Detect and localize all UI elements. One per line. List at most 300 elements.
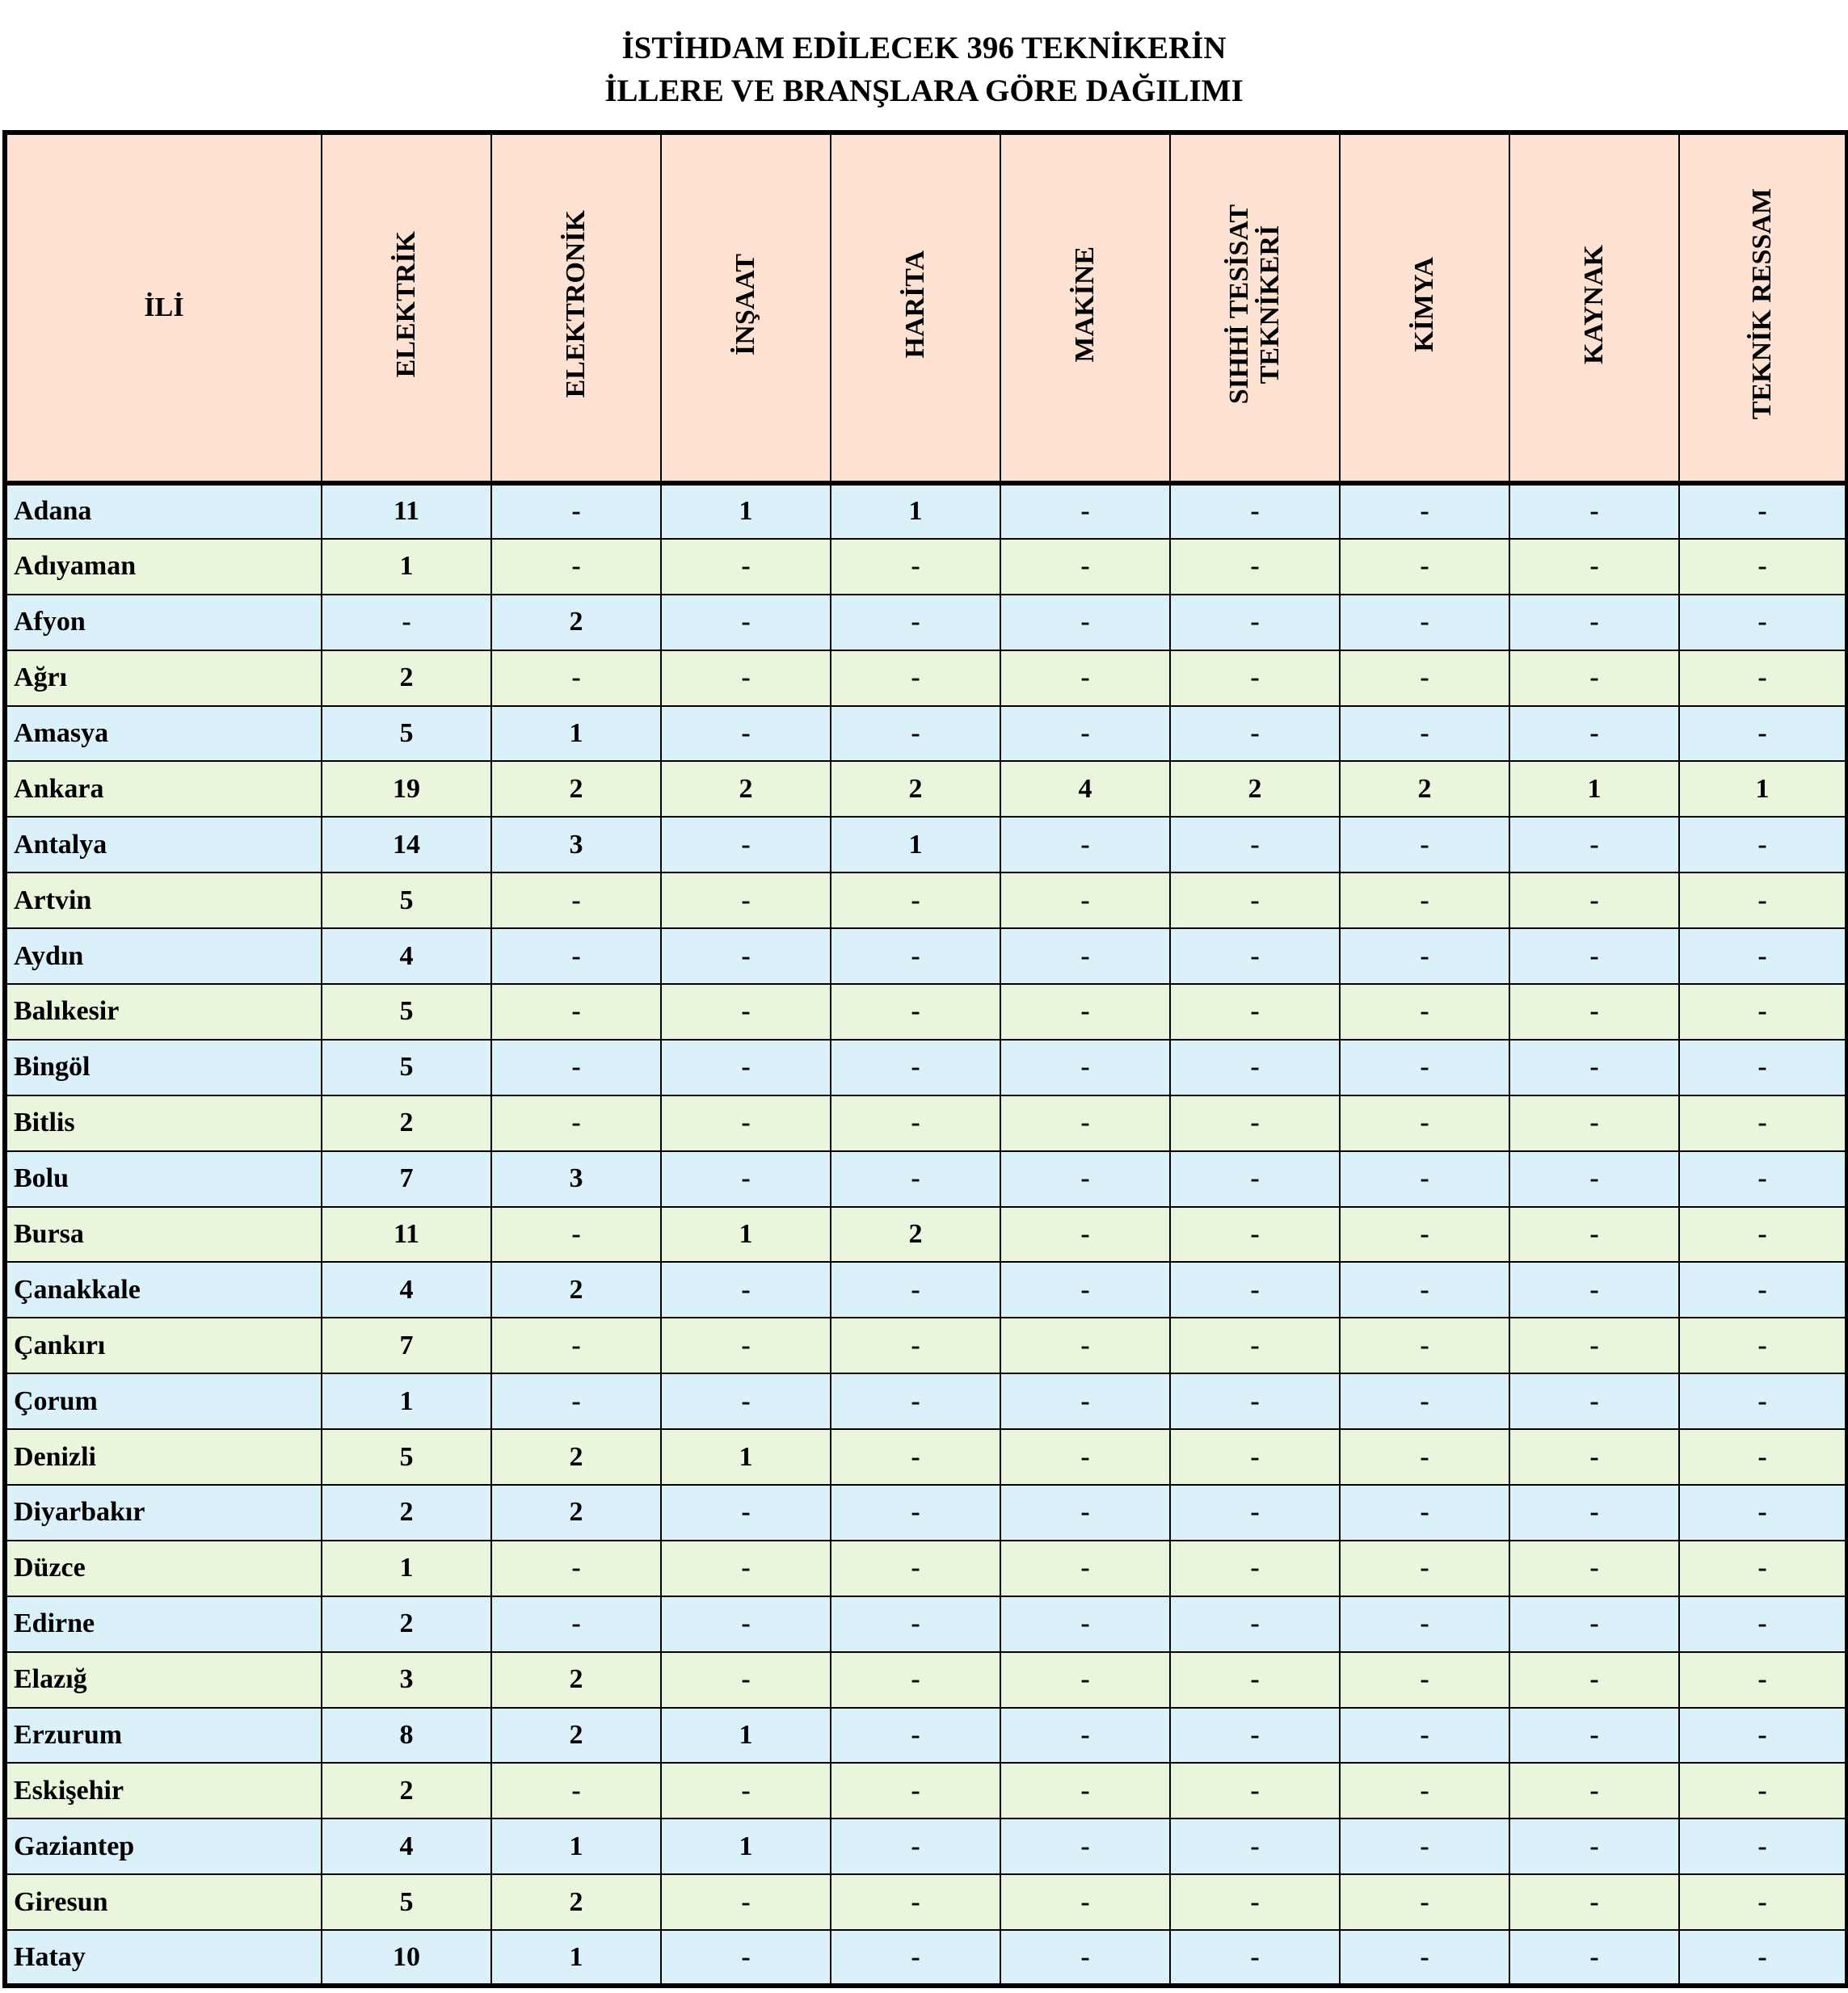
cell-elektrik: 11 [322, 1207, 491, 1263]
cell-insaat: - [661, 1095, 831, 1151]
cell-makine: - [1000, 1262, 1170, 1318]
cell-kimya: - [1340, 539, 1509, 595]
table-row [5, 1095, 1847, 1151]
cell-elektrik: 5 [322, 1040, 491, 1095]
cell-elektronik: - [491, 1095, 661, 1151]
table-row [5, 872, 1847, 928]
cell-kimya: 2 [1340, 761, 1509, 817]
cell-kimya: - [1340, 1318, 1509, 1373]
cell-kaynak: - [1509, 1373, 1679, 1429]
header-kimya: KİMYA [1340, 132, 1509, 483]
cell-makine: - [1000, 1652, 1170, 1708]
cell-insaat: - [661, 595, 831, 650]
province-name-cell: Düzce [5, 1541, 322, 1596]
cell-harita: 1 [831, 817, 1000, 872]
cell-makine: - [1000, 1373, 1170, 1429]
cell-insaat: 1 [661, 1429, 831, 1485]
province-name-cell: Bingöl [5, 1040, 322, 1095]
cell-kaynak: - [1509, 1874, 1679, 1930]
cell-elektrik: 4 [322, 928, 491, 984]
table-row [5, 1429, 1847, 1485]
cell-elektronik: 3 [491, 1151, 661, 1207]
cell-sihhi-tesisat: - [1170, 1930, 1340, 1986]
cell-harita: - [831, 1040, 1000, 1095]
cell-makine: - [1000, 1095, 1170, 1151]
cell-kaynak: - [1509, 1040, 1679, 1095]
cell-kaynak: - [1509, 1095, 1679, 1151]
cell-elektrik: 3 [322, 1652, 491, 1708]
province-name-cell: Artvin [5, 872, 322, 928]
cell-sihhi-tesisat: - [1170, 1596, 1340, 1652]
header-elektrik: ELEKTRİK [322, 132, 491, 483]
cell-teknik-ressam: - [1679, 706, 1847, 762]
table-row [5, 1262, 1847, 1318]
cell-elektronik: 1 [491, 1930, 661, 1986]
cell-sihhi-tesisat: - [1170, 650, 1340, 706]
table-row [5, 706, 1847, 762]
cell-sihhi-tesisat: - [1170, 539, 1340, 595]
cell-insaat: - [661, 1652, 831, 1708]
cell-teknik-ressam: - [1679, 1262, 1847, 1318]
cell-insaat: - [661, 984, 831, 1040]
province-name-cell: Ağrı [5, 650, 322, 706]
cell-elektronik: 2 [491, 1652, 661, 1708]
cell-harita: 2 [831, 1207, 1000, 1263]
cell-makine: - [1000, 1429, 1170, 1485]
table-row [5, 539, 1847, 595]
cell-harita: - [831, 1262, 1000, 1318]
cell-kimya: - [1340, 1541, 1509, 1596]
cell-kaynak: - [1509, 1318, 1679, 1373]
cell-elektronik: - [491, 539, 661, 595]
province-name-cell: Hatay [5, 1930, 322, 1986]
cell-makine: - [1000, 1151, 1170, 1207]
cell-kimya: - [1340, 706, 1509, 762]
cell-teknik-ressam: - [1679, 817, 1847, 872]
cell-insaat: 1 [661, 483, 831, 539]
cell-kimya: - [1340, 1763, 1509, 1819]
province-name-cell: Ankara [5, 761, 322, 817]
cell-harita: - [831, 539, 1000, 595]
cell-kaynak: - [1509, 1930, 1679, 1986]
cell-makine: - [1000, 872, 1170, 928]
cell-sihhi-tesisat: - [1170, 483, 1340, 539]
province-name-cell: Çankırı [5, 1318, 322, 1373]
province-name-cell: Bitlis [5, 1095, 322, 1151]
cell-sihhi-tesisat: - [1170, 1541, 1340, 1596]
cell-elektronik: 2 [491, 595, 661, 650]
cell-elektrik: 14 [322, 817, 491, 872]
cell-kimya: - [1340, 1373, 1509, 1429]
cell-makine: - [1000, 1763, 1170, 1819]
cell-elektronik: - [491, 483, 661, 539]
cell-elektrik: 10 [322, 1930, 491, 1986]
cell-sihhi-tesisat: - [1170, 1429, 1340, 1485]
province-name-cell: Giresun [5, 1874, 322, 1930]
cell-elektronik: 2 [491, 1485, 661, 1541]
cell-elektronik: - [491, 984, 661, 1040]
cell-harita: - [831, 1541, 1000, 1596]
cell-makine: - [1000, 1596, 1170, 1652]
cell-elektrik: 4 [322, 1262, 491, 1318]
cell-insaat: - [661, 1151, 831, 1207]
cell-kaynak: - [1509, 984, 1679, 1040]
cell-kaynak: - [1509, 1708, 1679, 1764]
table-row [5, 595, 1847, 650]
cell-harita: - [831, 872, 1000, 928]
cell-harita: - [831, 1708, 1000, 1764]
cell-teknik-ressam: - [1679, 1318, 1847, 1373]
cell-teknik-ressam: - [1679, 984, 1847, 1040]
cell-elektrik: 7 [322, 1318, 491, 1373]
cell-kimya: - [1340, 1040, 1509, 1095]
cell-elektronik: 3 [491, 817, 661, 872]
cell-makine: 4 [1000, 761, 1170, 817]
cell-makine: - [1000, 1485, 1170, 1541]
cell-sihhi-tesisat: - [1170, 1040, 1340, 1095]
province-name-cell: Amasya [5, 706, 322, 762]
cell-teknik-ressam: - [1679, 483, 1847, 539]
province-name-cell: Balıkesir [5, 984, 322, 1040]
cell-teknik-ressam: - [1679, 1596, 1847, 1652]
cell-insaat: - [661, 1541, 831, 1596]
cell-insaat: 2 [661, 761, 831, 817]
cell-harita: - [831, 1485, 1000, 1541]
cell-insaat: - [661, 928, 831, 984]
cell-makine: - [1000, 539, 1170, 595]
province-name-cell: Antalya [5, 817, 322, 872]
cell-elektronik: - [491, 1541, 661, 1596]
cell-kimya: - [1340, 1819, 1509, 1874]
cell-sihhi-tesisat: - [1170, 1652, 1340, 1708]
table-row [5, 1485, 1847, 1541]
cell-makine: - [1000, 1318, 1170, 1373]
province-name-cell: Elazığ [5, 1652, 322, 1708]
province-name-cell: Çorum [5, 1373, 322, 1429]
cell-kimya: - [1340, 1207, 1509, 1263]
cell-elektronik: 2 [491, 1708, 661, 1764]
cell-elektrik: 19 [322, 761, 491, 817]
cell-sihhi-tesisat: - [1170, 1763, 1340, 1819]
cell-teknik-ressam: - [1679, 1207, 1847, 1263]
cell-insaat: 1 [661, 1207, 831, 1263]
province-name-cell: Eskişehir [5, 1763, 322, 1819]
table-body [5, 483, 1847, 1986]
cell-makine: - [1000, 984, 1170, 1040]
cell-sihhi-tesisat: - [1170, 1095, 1340, 1151]
cell-makine: - [1000, 650, 1170, 706]
table-row [5, 1207, 1847, 1263]
province-name-cell: Aydın [5, 928, 322, 984]
cell-makine: - [1000, 928, 1170, 984]
cell-elektronik: - [491, 928, 661, 984]
table-row [5, 1708, 1847, 1764]
cell-kaynak: - [1509, 706, 1679, 762]
cell-kimya: - [1340, 1429, 1509, 1485]
cell-kaynak: - [1509, 1262, 1679, 1318]
cell-elektronik: - [491, 1207, 661, 1263]
cell-makine: - [1000, 483, 1170, 539]
cell-harita: - [831, 595, 1000, 650]
cell-insaat: - [661, 1373, 831, 1429]
province-name-cell: Adana [5, 483, 322, 539]
cell-insaat: - [661, 650, 831, 706]
header-harita: HARİTA [831, 132, 1000, 483]
cell-harita: - [831, 1318, 1000, 1373]
cell-sihhi-tesisat: - [1170, 817, 1340, 872]
cell-kimya: - [1340, 1708, 1509, 1764]
header-sihhi-tesisat: SIHHİ TESİSAT TEKNİKERİ [1170, 132, 1340, 483]
cell-kimya: - [1340, 483, 1509, 539]
cell-makine: - [1000, 1708, 1170, 1764]
cell-elektrik: 5 [322, 706, 491, 762]
cell-elektronik: 2 [491, 761, 661, 817]
table-row [5, 1763, 1847, 1819]
header-row [5, 132, 1847, 483]
cell-kimya: - [1340, 1485, 1509, 1541]
cell-makine: - [1000, 1541, 1170, 1596]
table-row [5, 1930, 1847, 1986]
cell-sihhi-tesisat: - [1170, 1151, 1340, 1207]
table-row [5, 1596, 1847, 1652]
cell-elektronik: - [491, 650, 661, 706]
cell-kimya: - [1340, 872, 1509, 928]
cell-elektronik: - [491, 1373, 661, 1429]
table-row [5, 1318, 1847, 1373]
cell-makine: - [1000, 817, 1170, 872]
cell-teknik-ressam: - [1679, 872, 1847, 928]
cell-harita: - [831, 1763, 1000, 1819]
cell-elektronik: - [491, 1318, 661, 1373]
cell-kaynak: - [1509, 539, 1679, 595]
cell-teknik-ressam: - [1679, 1874, 1847, 1930]
cell-kimya: - [1340, 1151, 1509, 1207]
cell-kaynak: - [1509, 1541, 1679, 1596]
province-name-cell: Afyon [5, 595, 322, 650]
cell-teknik-ressam: - [1679, 1652, 1847, 1708]
cell-insaat: - [661, 817, 831, 872]
cell-kaynak: - [1509, 483, 1679, 539]
cell-sihhi-tesisat: - [1170, 1207, 1340, 1263]
cell-teknik-ressam: - [1679, 1095, 1847, 1151]
cell-harita: - [831, 928, 1000, 984]
cell-makine: - [1000, 706, 1170, 762]
cell-harita: - [831, 1874, 1000, 1930]
cell-insaat: - [661, 1485, 831, 1541]
cell-makine: - [1000, 1819, 1170, 1874]
cell-insaat: - [661, 1874, 831, 1930]
cell-kimya: - [1340, 1652, 1509, 1708]
province-name-cell: Bursa [5, 1207, 322, 1263]
province-name-cell: Gaziantep [5, 1819, 322, 1874]
cell-insaat: - [661, 706, 831, 762]
cell-kaynak: - [1509, 1485, 1679, 1541]
header-makine: MAKİNE [1000, 132, 1170, 483]
cell-kimya: - [1340, 984, 1509, 1040]
table-row [5, 1541, 1847, 1596]
distribution-table [2, 130, 1848, 1988]
cell-insaat: - [661, 1596, 831, 1652]
table-row [5, 1652, 1847, 1708]
cell-elektronik: - [491, 1763, 661, 1819]
cell-elektrik: 5 [322, 1874, 491, 1930]
table-row [5, 1040, 1847, 1095]
cell-sihhi-tesisat: - [1170, 595, 1340, 650]
cell-harita: - [831, 1596, 1000, 1652]
province-name-cell: Denizli [5, 1429, 322, 1485]
cell-sihhi-tesisat: - [1170, 1318, 1340, 1373]
cell-sihhi-tesisat: - [1170, 928, 1340, 984]
cell-kimya: - [1340, 595, 1509, 650]
document-title-line-1: İSTİHDAM EDİLECEK 396 TEKNİKERİN [621, 31, 1227, 65]
document-title-line-2: İLLERE VE BRANŞLARA GÖRE DAĞILIMI [604, 74, 1244, 108]
cell-elektrik: 5 [322, 1429, 491, 1485]
cell-insaat: - [661, 539, 831, 595]
cell-elektronik: 2 [491, 1429, 661, 1485]
cell-elektrik: 2 [322, 1095, 491, 1151]
cell-sihhi-tesisat: - [1170, 1819, 1340, 1874]
cell-teknik-ressam: - [1679, 650, 1847, 706]
cell-kaynak: - [1509, 1429, 1679, 1485]
cell-harita: 1 [831, 483, 1000, 539]
province-name-cell: Diyarbakır [5, 1485, 322, 1541]
cell-elektronik: - [491, 1040, 661, 1095]
cell-elektronik: - [491, 872, 661, 928]
header-kaynak: KAYNAK [1509, 132, 1679, 483]
cell-sihhi-tesisat: - [1170, 872, 1340, 928]
header-elektronik: ELEKTRONİK [491, 132, 661, 483]
cell-kimya: - [1340, 1262, 1509, 1318]
table-row [5, 1819, 1847, 1874]
cell-elektronik: - [491, 1596, 661, 1652]
cell-teknik-ressam: - [1679, 1819, 1847, 1874]
cell-kaynak: - [1509, 595, 1679, 650]
cell-kaynak: - [1509, 1596, 1679, 1652]
province-name-cell: Adıyaman [5, 539, 322, 595]
cell-makine: - [1000, 1874, 1170, 1930]
cell-elektrik: 5 [322, 872, 491, 928]
table-row [5, 483, 1847, 539]
cell-harita: 2 [831, 761, 1000, 817]
cell-insaat: 1 [661, 1819, 831, 1874]
cell-insaat: - [661, 1262, 831, 1318]
cell-insaat: - [661, 1930, 831, 1986]
cell-elektrik: 2 [322, 650, 491, 706]
cell-harita: - [831, 706, 1000, 762]
cell-sihhi-tesisat: 2 [1170, 761, 1340, 817]
cell-teknik-ressam: - [1679, 1541, 1847, 1596]
cell-teknik-ressam: - [1679, 928, 1847, 984]
cell-sihhi-tesisat: - [1170, 1373, 1340, 1429]
cell-sihhi-tesisat: - [1170, 984, 1340, 1040]
cell-kaynak: - [1509, 1151, 1679, 1207]
cell-kaynak: - [1509, 650, 1679, 706]
cell-kimya: - [1340, 928, 1509, 984]
cell-elektronik: 1 [491, 706, 661, 762]
cell-teknik-ressam: - [1679, 1763, 1847, 1819]
cell-elektrik: 1 [322, 1541, 491, 1596]
cell-teknik-ressam: 1 [1679, 761, 1847, 817]
cell-kimya: - [1340, 1874, 1509, 1930]
cell-teknik-ressam: - [1679, 1151, 1847, 1207]
cell-sihhi-tesisat: - [1170, 1874, 1340, 1930]
cell-insaat: - [661, 1763, 831, 1819]
cell-teknik-ressam: - [1679, 1930, 1847, 1986]
table-row [5, 1874, 1847, 1930]
cell-makine: - [1000, 1207, 1170, 1263]
header-teknik-ressam: TEKNİK RESSAM [1679, 132, 1847, 483]
cell-teknik-ressam: - [1679, 1708, 1847, 1764]
cell-elektronik: 1 [491, 1819, 661, 1874]
cell-kimya: - [1340, 1596, 1509, 1652]
table-row [5, 650, 1847, 706]
cell-elektrik: 1 [322, 1373, 491, 1429]
cell-sihhi-tesisat: - [1170, 1485, 1340, 1541]
cell-kaynak: - [1509, 1763, 1679, 1819]
cell-kaynak: - [1509, 1207, 1679, 1263]
province-name-cell: Çanakkale [5, 1262, 322, 1318]
province-name-cell: Edirne [5, 1596, 322, 1652]
cell-sihhi-tesisat: - [1170, 706, 1340, 762]
table-row [5, 928, 1847, 984]
cell-elektrik: - [322, 595, 491, 650]
cell-kaynak: - [1509, 1652, 1679, 1708]
table-row [5, 761, 1847, 817]
cell-kaynak: 1 [1509, 761, 1679, 817]
cell-insaat: 1 [661, 1708, 831, 1764]
cell-elektronik: 2 [491, 1262, 661, 1318]
cell-sihhi-tesisat: - [1170, 1708, 1340, 1764]
cell-teknik-ressam: - [1679, 1429, 1847, 1485]
table-row [5, 817, 1847, 872]
cell-elektrik: 7 [322, 1151, 491, 1207]
cell-kaynak: - [1509, 817, 1679, 872]
cell-elektrik: 2 [322, 1763, 491, 1819]
cell-teknik-ressam: - [1679, 539, 1847, 595]
cell-teknik-ressam: - [1679, 1373, 1847, 1429]
cell-teknik-ressam: - [1679, 1485, 1847, 1541]
header-insaat: İNŞAAT [661, 132, 831, 483]
province-name-cell: Erzurum [5, 1708, 322, 1764]
cell-elektrik: 4 [322, 1819, 491, 1874]
cell-kaynak: - [1509, 1819, 1679, 1874]
cell-insaat: - [661, 1318, 831, 1373]
cell-harita: - [831, 650, 1000, 706]
cell-harita: - [831, 1930, 1000, 1986]
cell-kimya: - [1340, 1095, 1509, 1151]
cell-teknik-ressam: - [1679, 1040, 1847, 1095]
cell-insaat: - [661, 872, 831, 928]
province-name-cell: Bolu [5, 1151, 322, 1207]
cell-makine: - [1000, 1040, 1170, 1095]
cell-kimya: - [1340, 817, 1509, 872]
cell-elektronik: 2 [491, 1874, 661, 1930]
cell-teknik-ressam: - [1679, 595, 1847, 650]
cell-harita: - [831, 1429, 1000, 1485]
cell-kaynak: - [1509, 928, 1679, 984]
cell-kimya: - [1340, 1930, 1509, 1986]
cell-harita: - [831, 1095, 1000, 1151]
cell-elektrik: 5 [322, 984, 491, 1040]
table-row [5, 1151, 1847, 1207]
cell-makine: - [1000, 1930, 1170, 1986]
cell-makine: - [1000, 595, 1170, 650]
cell-sihhi-tesisat: - [1170, 1262, 1340, 1318]
cell-harita: - [831, 1652, 1000, 1708]
table-row [5, 1373, 1847, 1429]
cell-elektrik: 1 [322, 539, 491, 595]
cell-harita: - [831, 1151, 1000, 1207]
